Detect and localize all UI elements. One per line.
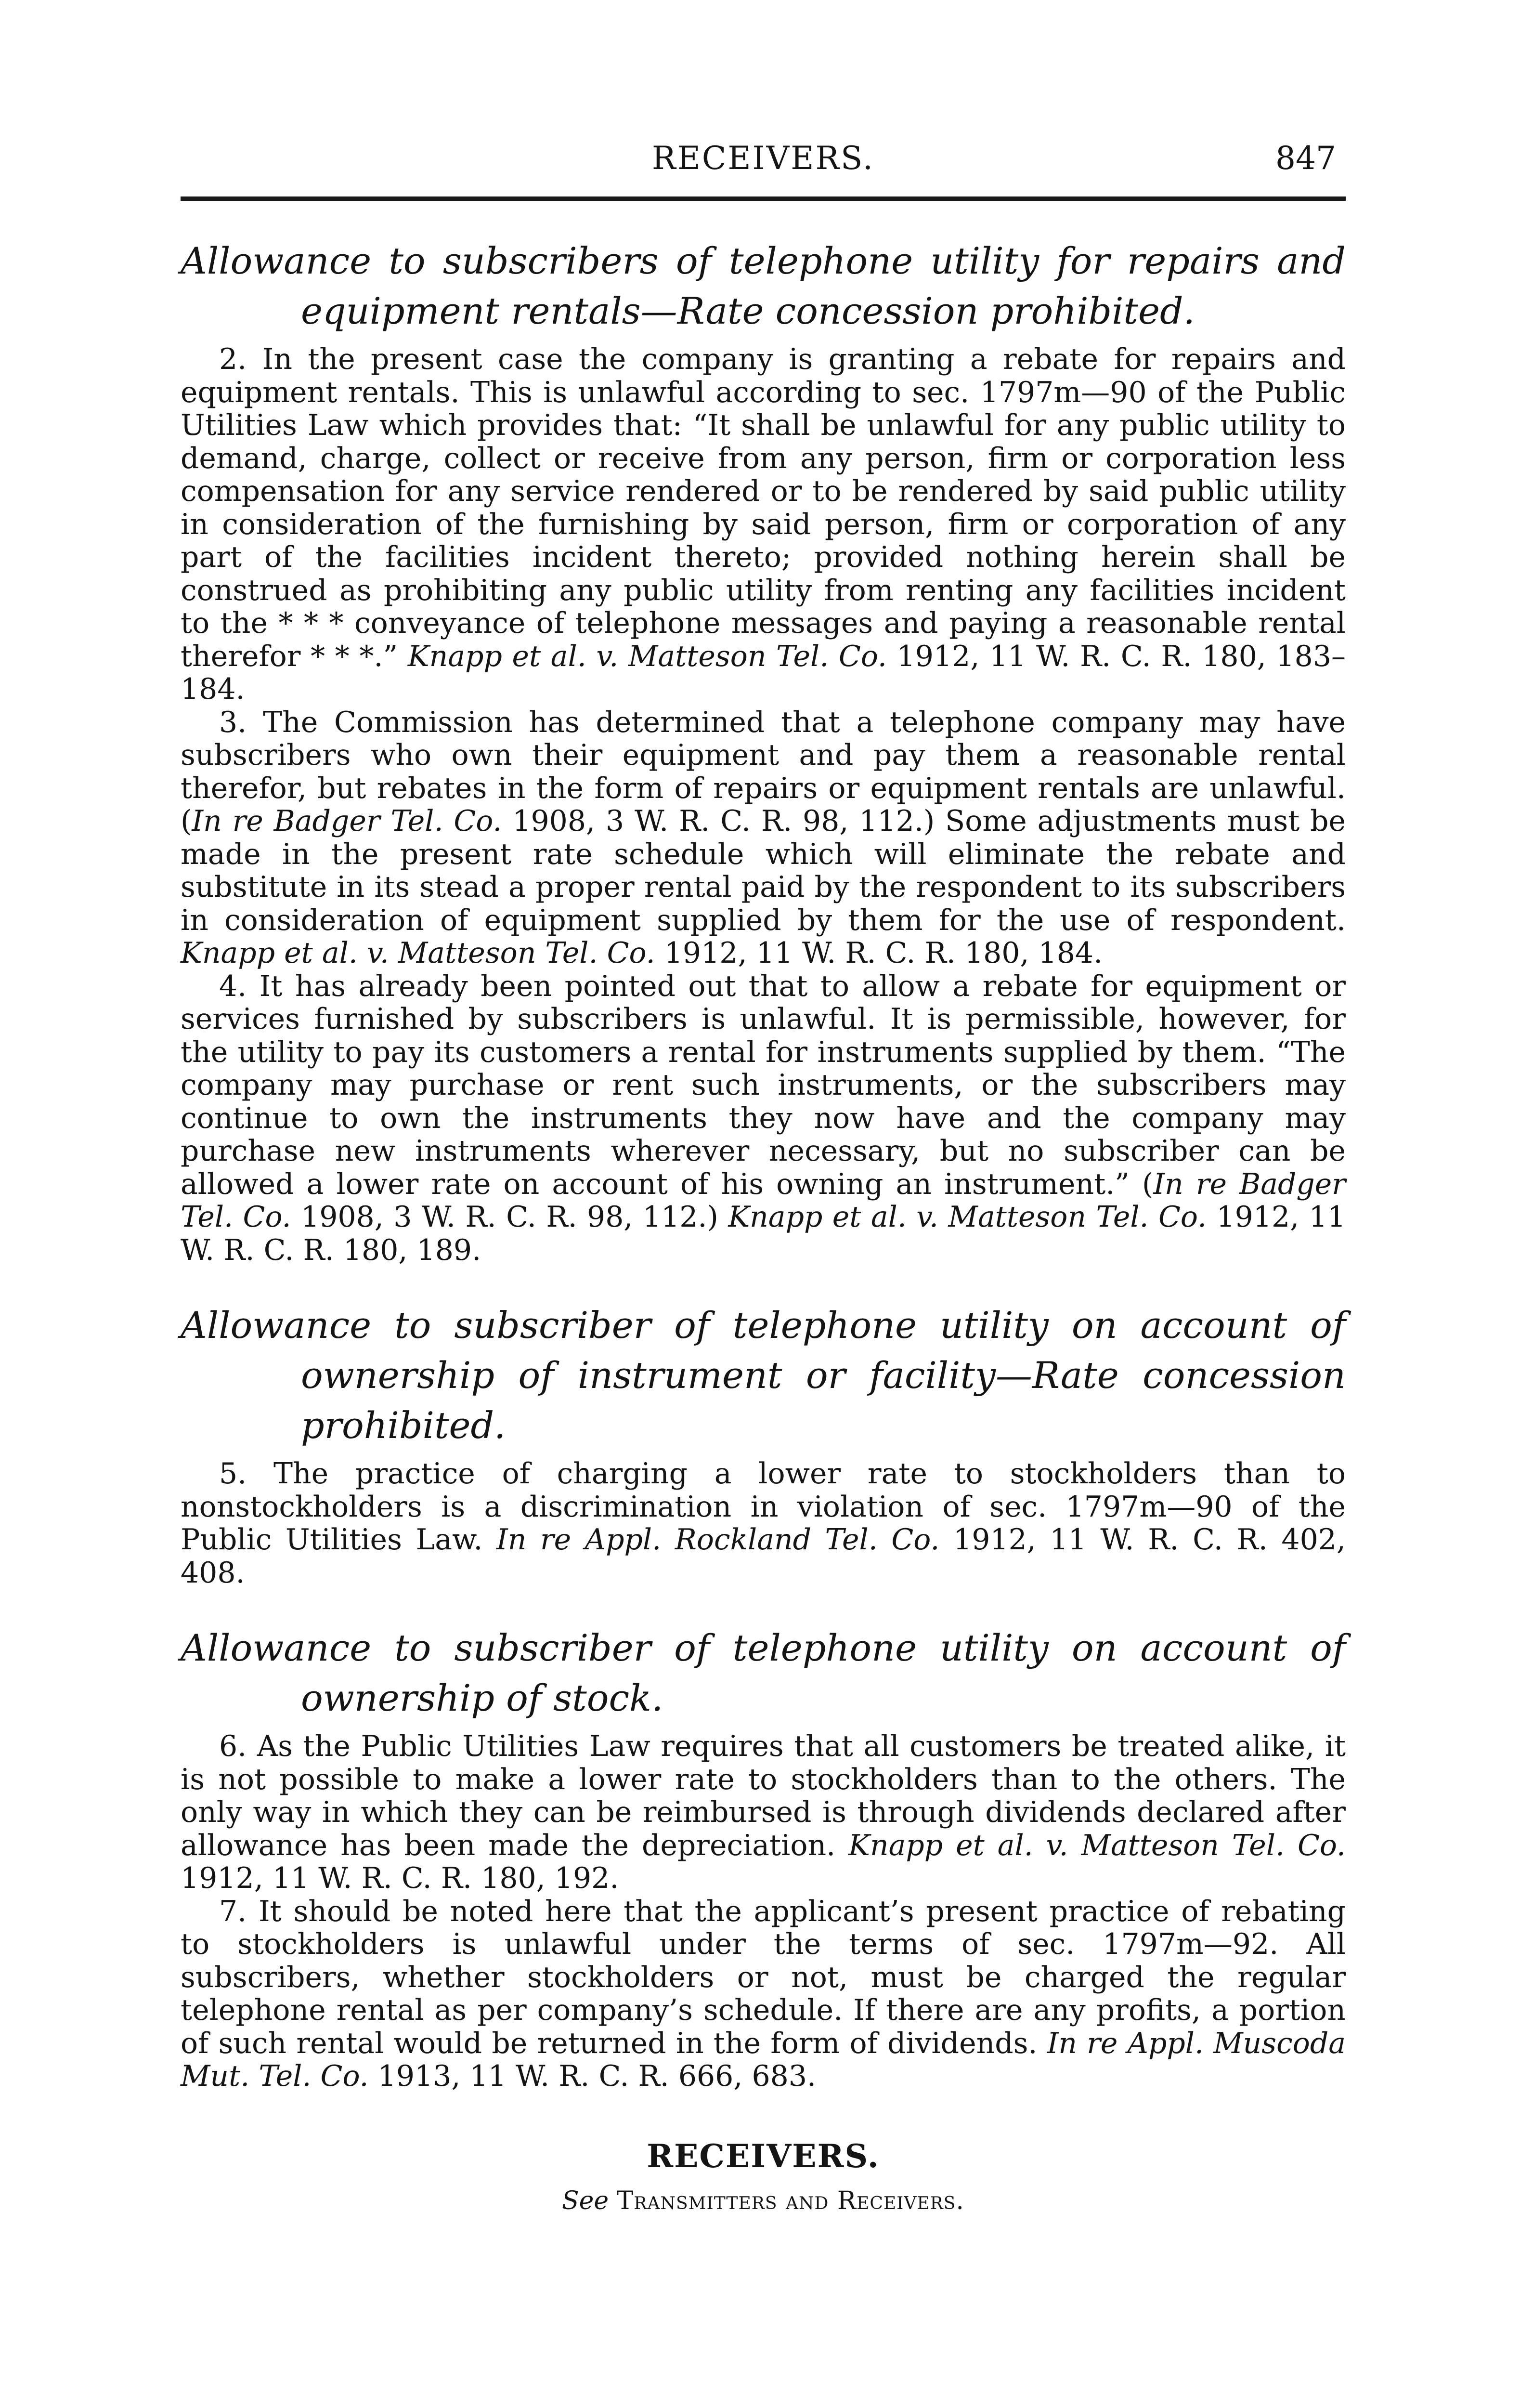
paragraph [181, 706, 1346, 970]
page-number: 847 [1275, 140, 1336, 177]
citation-reference: 1912, 11 W. R. C. R. 180, 184. [664, 936, 1103, 970]
citation-reference: 1912, 11 W. R. C. R. 402, 408. [181, 1523, 1346, 1590]
cross-reference [181, 2186, 1346, 2215]
case-citation: In re Appl. Rockland Tel. Co. [496, 1523, 940, 1557]
paragraph-text: 6. As the Public Utilities Law requires that all customers be treated alike, it is not possible to make a lower rate to stockholders than to the others. The only way in which they can be reimbursed is through dividends declared after allowance has been made the depreciation. [181, 1729, 1346, 1862]
case-citation: Knapp et al. v. Matteson Tel. Co. [848, 1828, 1346, 1862]
citation-reference: 1912, 11 W. R. C. R. 180, 192. [181, 1861, 619, 1895]
case-citation: Knapp et al. v. Matteson Tel. Co. [181, 936, 655, 970]
citation-reference: 1912, 11 W. R. C. R. 180, 189. [181, 1200, 1346, 1267]
paragraph [181, 970, 1346, 1267]
body-content [181, 236, 1346, 2215]
running-title: RECEIVERS. [652, 140, 874, 177]
case-citation: In re Badger Tel. Co. [192, 804, 502, 838]
citation-reference: 1912, 11 W. R. C. R. 180, 183–184. [181, 639, 1346, 706]
paragraph [181, 1457, 1346, 1589]
section-heading: Allowance to subscriber of telephone utility on account of ownership of instrument or facility—Rate concession prohibited. [181, 1304, 1346, 1447]
case-citation: In re Badger Tel. Co. [181, 1167, 1346, 1234]
header-rule [181, 196, 1346, 201]
section-heading: Allowance to subscribers of telephone utility for repairs and equipment rentals—Rate concession prohibited. [181, 239, 1346, 332]
paragraph [181, 1895, 1346, 2093]
paragraph-text: 3. The Commission has determined that a telephone company may have subscribers who own their equipment and pay them a reasonable rental therefor, but rebates in the form of repairs or equipment rentals are unlawful. ( [181, 705, 1346, 838]
paragraph-text: 2. In the present case the company is granting a rebate for repairs and equipment rentals. This is unlawful according to sec. 1797m—90 of the Public Utilities Law which provides that: “It shall be unlawful for any public utility to demand, charge, collect or receive from any person, firm or corporation less compensation for any service rendered or to be rendered by said public utility in consideration of the furnishing by said person, firm or corporation of any part of the facilities incident thereto; provided nothing herein shall be construed as prohibiting any public utility from renting any facilities incident to the * * * conveyance of telephone messages and paying a reasonable rental therefor * * *.” [181, 342, 1346, 673]
paragraph-text: 1908, 3 W. R. C. R. 98, 112.) Some adjustments must be made in the present rate schedule which will eliminate the rebate and substitute in its stead a proper rental paid by the respondent to its subscribers in consideration of equipment supplied by them for the use of respondent. [181, 804, 1346, 937]
paragraph-text: 5. The practice of charging a lower rate to stockholders than to nonstockholders is a discrimination in violation of sec. 1797m—90 of the Public Utilities Law. [181, 1457, 1346, 1557]
case-citation: Knapp et al. v. Matteson Tel. Co. [407, 639, 887, 673]
paragraph-text: 1908, 3 W. R. C. R. 98, 112.) [301, 1200, 718, 1234]
cross-reference-target: Transmitters and Receivers. [616, 2186, 964, 2215]
case-citation: In re Appl. Muscoda Mut. Tel. Co. [181, 2026, 1346, 2093]
case-citation: Knapp et al. v. Matteson Tel. Co. [728, 1200, 1207, 1234]
paragraph [181, 1730, 1346, 1895]
running-head [181, 140, 1346, 193]
receivers-section-title: RECEIVERS. [647, 2137, 880, 2175]
paragraph-text: 4. It has already been pointed out that to allow a rebate for equipment or services furnished by subscribers is unlawful. It is permissible, however, for the utility to pay its customers a rental for instruments supplied by them. “The company may purchase or rent such instruments, or the subscribers may continue to own the instruments they now have and the company may purchase new instruments wherever necessary, but no subscriber can be allowed a lower rate on account of his owning an instrument.” ( [181, 969, 1346, 1201]
paragraph-text: 7. It should be noted here that the applicant’s present practice of rebating to stockholders is unlawful under the terms of sec. 1797m—92. All subscribers, whether stockholders or not, must be charged the regular telephone rental as per company’s schedule. If there are any profits, a portion of such rental would be returned in the form of dividends. [181, 1894, 1346, 2060]
section-heading: Allowance to subscriber of telephone utility on account of ownership of stock. [181, 1626, 1346, 1719]
see-label: See [562, 2186, 609, 2215]
paragraph [181, 343, 1346, 706]
citation-reference: 1913, 11 W. R. C. R. 666, 683. [377, 2059, 817, 2093]
